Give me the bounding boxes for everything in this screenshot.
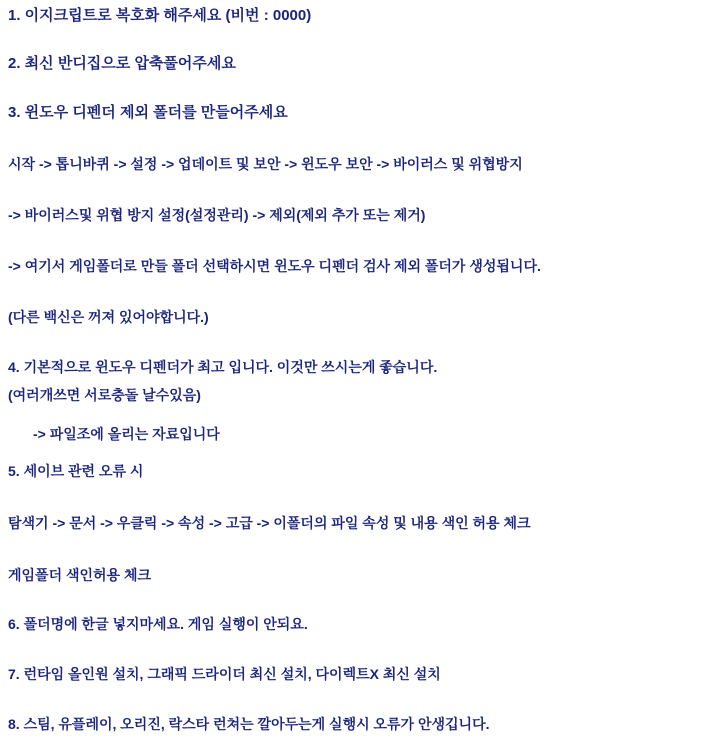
document-line: 탐색기 -> 문서 -> 우클릭 -> 속성 -> 고급 -> 이폴더의 파일 속성 및 내용 색인 허용 체크	[8, 515, 531, 531]
document-line: 7. 런타임 올인원 설치, 그래픽 드라이더 최신 설치, 다이렉트X 최신 설치	[8, 666, 441, 682]
document-line: 5. 세이브 관련 오류 시	[8, 463, 144, 479]
document-line: -> 바이러스및 위협 방지 설정(설정관리) -> 제외(제외 추가 또는 제거)	[8, 207, 426, 223]
document-line: 3. 윈도우 디펜더 제외 폴더를 만들어주세요	[8, 104, 288, 121]
document-line: 8. 스팀, 유플레이, 오리진, 락스타 런쳐는 깔아두는게 실행시 오류가 안생깁니다.	[8, 716, 490, 732]
document-line: -> 파일조에 올리는 자료입니다	[33, 426, 220, 442]
document-line: 게임폴더 색인허용 체크	[8, 567, 152, 583]
document-line: 시작 -> 톱니바퀴 -> 설정 -> 업데이트 및 보안 -> 윈도우 보안 -> 바이러스 및 위협방지	[8, 156, 523, 172]
document-line: (다른 백신은 꺼져 있어야합니다.)	[8, 309, 209, 325]
document-line: -> 여기서 게임폴더로 만들 폴더 선택하시면 윈도우 디펜더 검사 제외 폴더가 생성됩니다.	[8, 258, 541, 274]
document-line: 1. 이지크립트로 복호화 해주세요 (비번 : 0000)	[8, 7, 312, 24]
document-line: (여러개쓰면 서로충돌 날수있음)	[8, 387, 201, 403]
document-line: 2. 최신 반디집으로 압축풀어주세요	[8, 55, 236, 72]
document-line: 6. 폴더명에 한글 넣지마세요. 게임 실행이 안되요.	[8, 616, 308, 632]
document-line: 4. 기본적으로 윈도우 디펜더가 최고 입니다. 이것만 쓰시는게 좋습니다.	[8, 359, 438, 375]
